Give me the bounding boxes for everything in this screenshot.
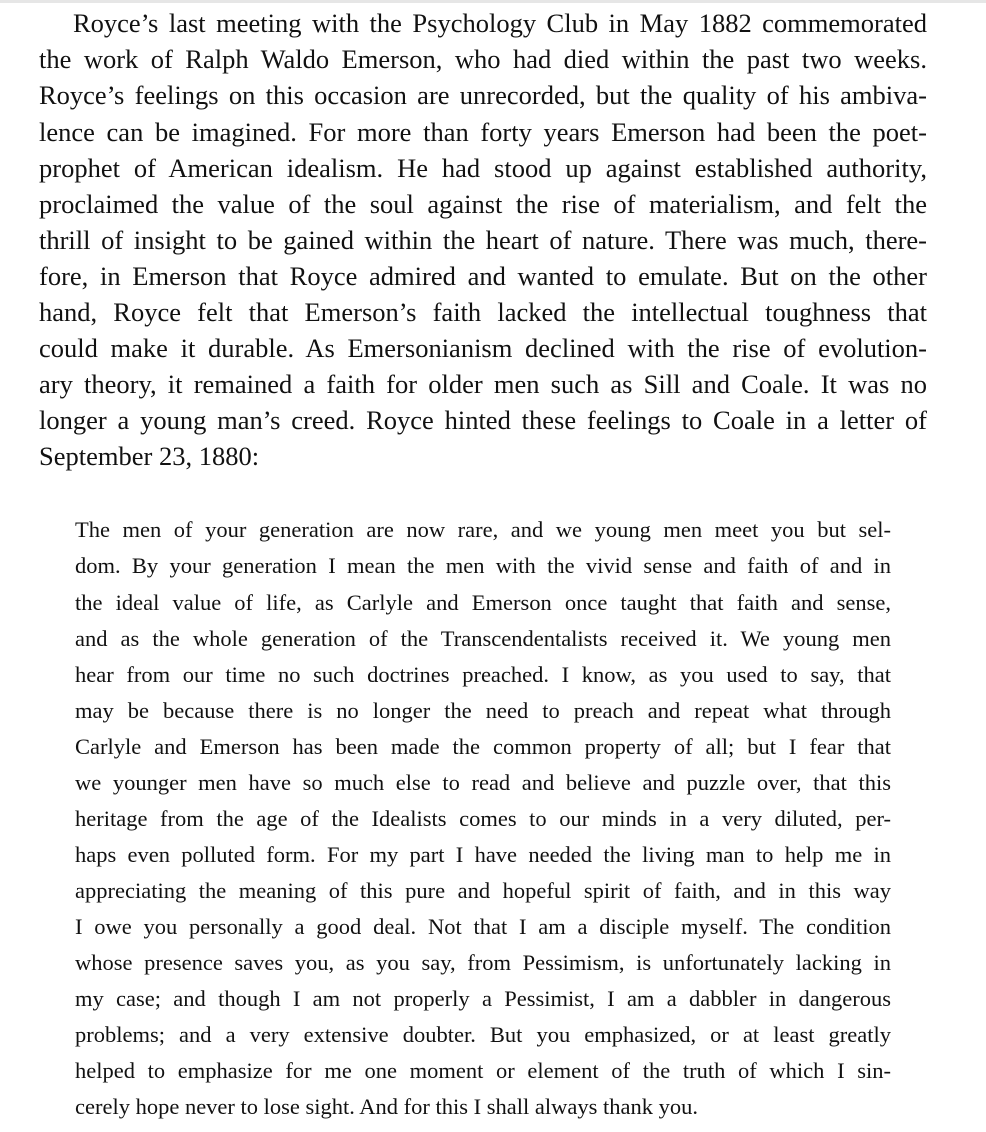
main-paragraph-line: longer a young man’s creed. Royce hinted these feelings to Coale in a letter of bbox=[39, 405, 927, 435]
main-paragraph-line: could make it durable. As Emersonianism declined with the rise of evolution- bbox=[39, 333, 927, 363]
main-paragraph-line: the work of Ralph Waldo Emerson, who had died within the past two weeks. bbox=[39, 44, 927, 74]
block-quote-line: heritage from the age of the Idealists comes to our minds in a very diluted, per- bbox=[75, 806, 891, 831]
block-quote-line: The men of your generation are now rare, and we young men meet you but sel- bbox=[75, 517, 891, 542]
block-quote-line: the ideal value of life, as Carlyle and Emerson once taught that faith and sense, bbox=[75, 590, 891, 615]
block-quote-line: we younger men have so much else to read and believe and puzzle over, that this bbox=[75, 770, 891, 795]
block-quote-line: and as the whole generation of the Transcendentalists received it. We young men bbox=[75, 626, 891, 651]
block-quote-line: whose presence saves you, as you say, from Pessimism, is unfortunately lacking in bbox=[75, 950, 891, 975]
block-quote-line: my case; and though I am not properly a Pessimist, I am a dabbler in dangerous bbox=[75, 986, 891, 1011]
main-paragraph-line: proclaimed the value of the soul against the rise of materialism, and felt the bbox=[39, 189, 927, 219]
main-paragraph-line: Royce’s feelings on this occasion are unrecorded, but the quality of his ambiva- bbox=[39, 80, 927, 110]
block-quote-line: may be because there is no longer the need to preach and repeat what through bbox=[75, 698, 891, 723]
main-paragraph-line: September 23, 1880: bbox=[39, 441, 260, 471]
main-paragraph-line: lence can be imagined. For more than forty years Emerson had been the poet- bbox=[39, 117, 927, 147]
main-paragraph-line: hand, Royce felt that Emerson’s faith lacked the intellectual toughness that bbox=[39, 297, 927, 327]
block-quote-line: cerely hope never to lose sight. And for this I shall always thank you. bbox=[75, 1094, 698, 1119]
block-quote-line: I owe you personally a good deal. Not that I am a disciple myself. The condition bbox=[75, 914, 891, 939]
block-quote-line: Carlyle and Emerson has been made the common property of all; but I fear that bbox=[75, 734, 891, 759]
block-quote-line: hear from our time no such doctrines preached. I know, as you used to say, that bbox=[75, 662, 891, 687]
block-quote-line: haps even polluted form. For my part I have needed the living man to help me in bbox=[75, 842, 891, 867]
main-paragraph-line: prophet of American idealism. He had stood up against established authority, bbox=[39, 153, 927, 183]
main-paragraph-line: thrill of insight to be gained within the heart of nature. There was much, there- bbox=[39, 225, 927, 255]
block-quote-line: appreciating the meaning of this pure and hopeful spirit of faith, and in this way bbox=[75, 878, 891, 903]
main-paragraph-line: Royce’s last meeting with the Psychology Club in May 1882 commemorated bbox=[73, 8, 927, 38]
block-quote-line: helped to emphasize for me one moment or element of the truth of which I sin- bbox=[75, 1058, 891, 1083]
block-quote-line: dom. By your generation I mean the men with the vivid sense and faith of and in bbox=[75, 553, 891, 578]
main-paragraph-line: fore, in Emerson that Royce admired and wanted to emulate. But on the other bbox=[39, 261, 927, 291]
main-paragraph-line: ary theory, it remained a faith for older men such as Sill and Coale. It was no bbox=[39, 369, 927, 399]
block-quote-line: problems; and a very extensive doubter. But you emphasized, or at least greatly bbox=[75, 1022, 891, 1047]
